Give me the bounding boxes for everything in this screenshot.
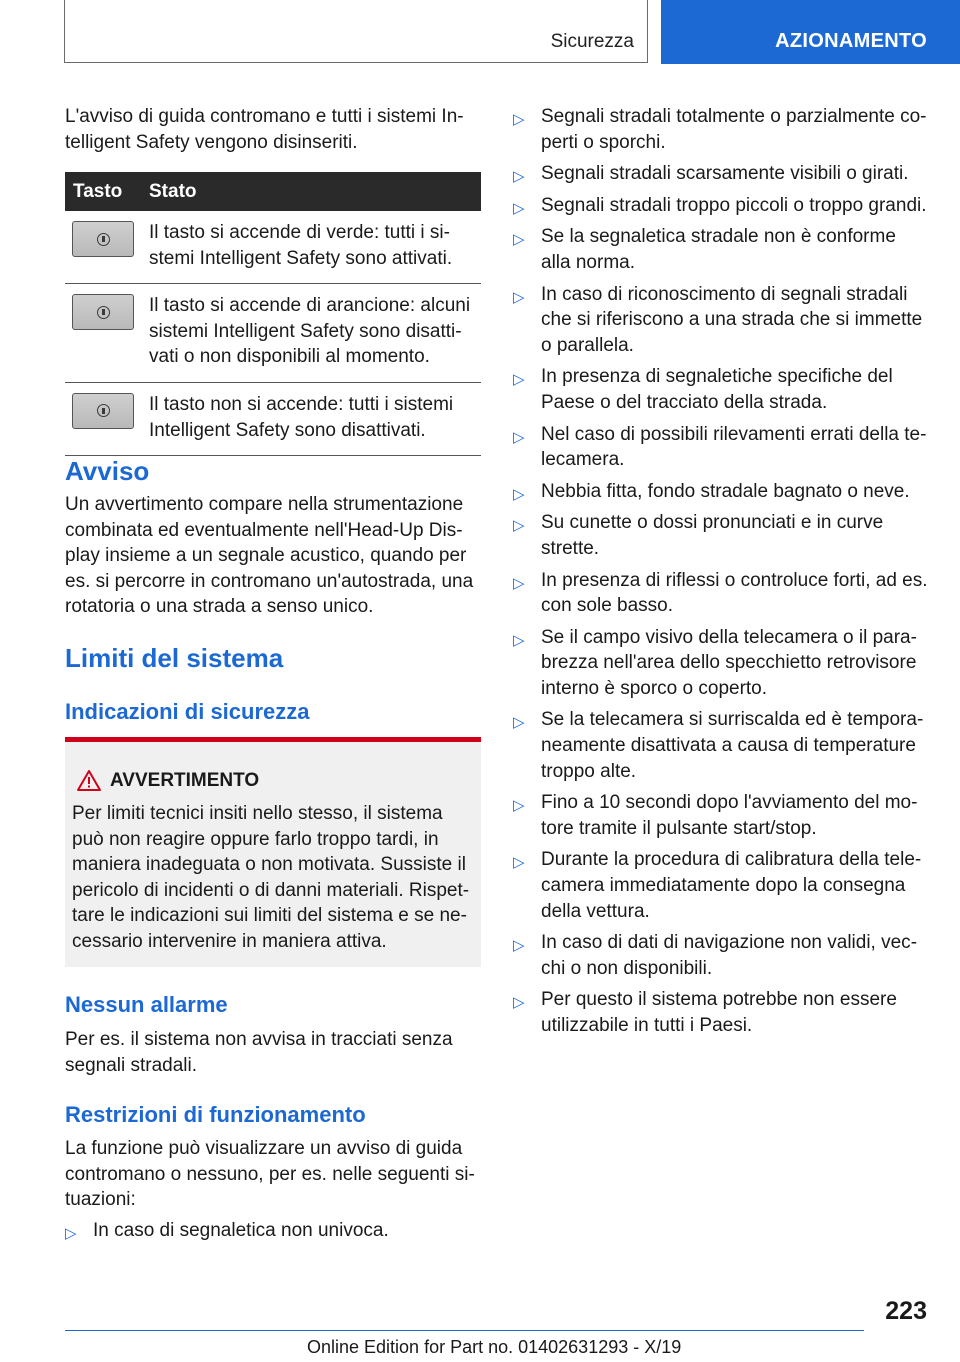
list-item: ▷ Nel caso di possibili rilevamenti errati della telecamera. — [513, 423, 927, 471]
header-chapter-label: AZIONAMENTO — [775, 30, 927, 52]
conditions-list — [513, 104, 929, 1045]
list-item: ▷ In caso di riconoscimento di segnali stradali che si riferiscono a una strada che si immette o parallela. — [513, 283, 923, 356]
triangle-bullet-icon: ▷ — [513, 797, 525, 815]
safety-button-icon — [72, 221, 134, 257]
triangle-bullet-icon: ▷ — [513, 199, 525, 217]
list-item: ▷ Nebbia fitta, fondo stradale bagnato o neve. — [513, 479, 929, 505]
table-header-key: Tasto — [65, 172, 149, 211]
list-item: ▷ Se il campo visivo della telecamera o il parabrezza nell'area dello specchietto retrovisore interno è sporco o coperto. — [513, 626, 917, 699]
triangle-bullet-icon: ▷ — [513, 631, 525, 649]
triangle-bullet-icon: ▷ — [513, 714, 525, 732]
nessun-allarme-heading: Nessun allarme — [65, 992, 228, 1017]
restrizioni-heading: Restrizioni di funzionamento — [65, 1102, 366, 1127]
intro-paragraph: L'avviso di guida contromano e tutti i sistemi Intelligent Safety vengono disinseriti. — [65, 106, 464, 153]
triangle-bullet-icon: ▷ — [513, 111, 525, 128]
nessun-allarme-paragraph: Per es. il sistema non avvisa in tracciati senza segnali stradali. — [65, 1029, 453, 1076]
list-item: ▷ Segnali stradali scarsamente visibili o girati. — [513, 161, 929, 187]
warning-text: Per limiti tecnici insiti nello stesso, il sistema può non reagire oppure farlo troppo tardi, in maniera inadeguata o non motivata. Sussiste il pericolo di incidenti o di danni materiali. Rispettare le indicazioni sui limiti del sistema e se necessario intervenire in maniera attiva. — [72, 803, 470, 952]
warning-triangle-icon — [76, 769, 102, 792]
triangle-bullet-icon: ▷ — [513, 231, 525, 249]
list-item: ▷ Su cunette o dossi pronunciati e in curve strette. — [513, 512, 884, 559]
list-item: ▷ Segnali stradali totalmente o parzialmente coperti o sporchi. — [513, 106, 927, 153]
table-row — [65, 382, 481, 455]
triangle-bullet-icon: ▷ — [513, 168, 525, 186]
footer-edition: Online Edition for Part no. 01402631293 - X/19 — [307, 1337, 682, 1357]
list-item: ▷ Segnali stradali troppo piccoli o troppo grandi. — [513, 193, 929, 219]
list-item: ▷ Fino a 10 secondi dopo l'avviamento del motore tramite il pulsante start/stop. — [513, 792, 918, 839]
list-item: ▷ In caso di dati di navigazione non validi, vecchi o non disponibili. — [513, 932, 918, 979]
triangle-bullet-icon: ▷ — [513, 517, 525, 535]
triangle-bullet-icon: ▷ — [513, 574, 525, 592]
key-state-table — [65, 172, 481, 456]
triangle-bullet-icon: ▷ — [513, 937, 525, 955]
list-item: ▷ Per questo il sistema potrebbe non essere utilizzabile in tutti i Paesi. — [513, 989, 897, 1036]
header-section-label: Sicurezza — [550, 31, 634, 52]
table-row — [65, 284, 481, 383]
list-item: ▷ In presenza di segnaletiche specifiche del Paese o del tracciato della strada. — [513, 366, 893, 413]
list-item: ▷ Durante la procedura di calibratura della telecamera immediatamente dopo la consegna della vettura. — [513, 849, 922, 922]
limiti-heading: Limiti del sistema — [65, 643, 284, 673]
table-cell-state: Il tasto si accende di arancione: alcuni sistemi Intelligent Safety sono disattivati o non disponibili al momento. — [149, 284, 481, 383]
table-header-state: Stato — [149, 172, 481, 211]
triangle-bullet-icon: ▷ — [513, 428, 525, 446]
table-cell-state: Il tasto si accende di verde: tutti i sistemi Intelligent Safety sono attivati. — [149, 211, 481, 284]
restrizioni-paragraph: La funzione può visualizzare un avviso di guida contromano o nessuno, per es. nelle seguenti situazioni: — [65, 1138, 475, 1211]
triangle-bullet-icon: ▷ — [513, 288, 525, 306]
list-item: ▷ Se la segnaletica stradale non è conforme alla norma. — [513, 226, 896, 273]
avviso-heading: Avviso — [65, 456, 150, 486]
table-row — [65, 211, 481, 284]
page-number: 223 — [885, 1297, 927, 1325]
table-cell-state: Il tasto non si accende: tutti i sistemi Intelligent Safety sono disattivati. — [149, 382, 481, 455]
triangle-bullet-icon: ▷ — [513, 994, 525, 1012]
triangle-bullet-icon: ▷ — [513, 371, 525, 389]
triangle-bullet-icon: ▷ — [513, 485, 525, 503]
triangle-bullet-icon: ▷ — [65, 1225, 77, 1242]
sicurezza-heading: Indicazioni di sicurezza — [65, 699, 310, 724]
footer-divider — [65, 1330, 864, 1331]
warning-title: AVVERTIMENTO — [110, 770, 260, 791]
header-chapter-tab — [661, 0, 960, 64]
avviso-paragraph: Un avvertimento compare nella strumentazione combinata ed eventualmente nell'Head-Up Display insieme a un segnale acustico, quando per es. si percorre in contromano un'autostrada, una rotatoria o una strada a senso unico. — [65, 494, 474, 618]
triangle-bullet-icon: ▷ — [513, 854, 525, 872]
list-item: ▷ In caso di segnaletica non univoca. — [65, 1218, 481, 1244]
list-item: ▷ Se la telecamera si surriscalda ed è temporaneamente disattivata a causa di temperature troppo alte. — [513, 709, 924, 782]
restrizioni-list — [65, 1218, 481, 1244]
list-item: ▷ In presenza di riflessi o controluce forti, ad es. con sole basso. — [513, 569, 928, 617]
safety-button-icon — [72, 393, 134, 429]
warning-box — [65, 737, 481, 967]
safety-button-icon — [72, 294, 134, 330]
header-section-tab — [64, 0, 648, 63]
